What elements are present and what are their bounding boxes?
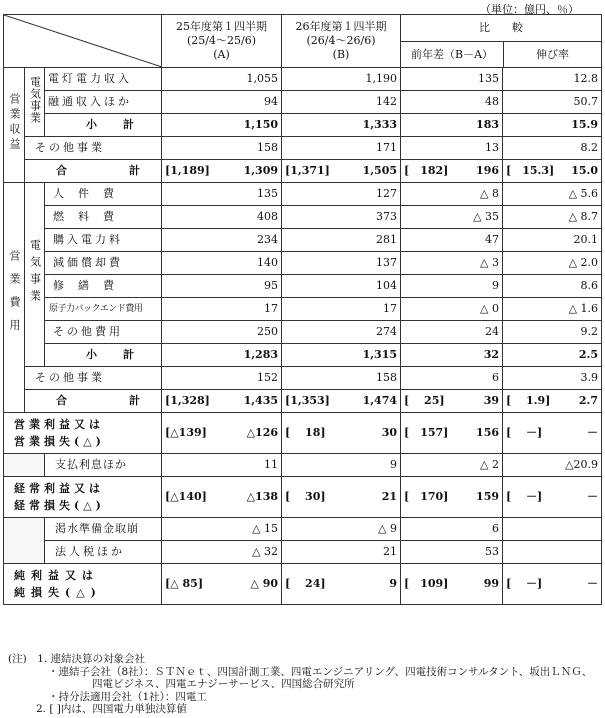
note-line: 四電ビジネス、四電エナジーサービス、四国総合研究所 xyxy=(92,678,355,690)
rate-header: 伸び率 xyxy=(536,48,570,61)
row-label: 経常利益又は 経常損失(△) xyxy=(4,477,162,518)
cell-rate xyxy=(503,541,602,564)
cell-a: 1,150 xyxy=(162,114,282,137)
cell-b: [ 18] 30 xyxy=(282,413,401,454)
table-row xyxy=(4,454,602,477)
cell-diff: 6 xyxy=(401,367,503,390)
cell-diff: [ 25] 39 xyxy=(401,390,503,413)
table-row xyxy=(4,344,602,367)
table-row xyxy=(4,160,602,183)
cell-rate: [ －] － xyxy=(503,413,602,454)
cell-a: 140 xyxy=(162,252,282,275)
row-label: 支払利息ほか xyxy=(45,454,162,477)
cell-b: 1,333 xyxy=(282,114,401,137)
diagonal-line xyxy=(4,15,162,67)
note-line: (注) 1. 連結決算の対象会社 xyxy=(8,653,146,665)
col-a-mark: (A) xyxy=(213,48,230,61)
financial-table xyxy=(3,14,602,605)
cell-rate: △ 1.6 xyxy=(503,298,602,321)
cell-diff: 32 xyxy=(401,344,503,367)
blank-cell xyxy=(4,518,45,564)
cell-a: 1,283 xyxy=(162,344,282,367)
cell-diff: △ 3 xyxy=(401,252,503,275)
cell-b: 1,315 xyxy=(282,344,401,367)
row-label: その他事業 xyxy=(25,367,162,390)
table-row xyxy=(4,477,602,518)
cell-a: 95 xyxy=(162,275,282,298)
cell-b: 104 xyxy=(282,275,401,298)
cell-b: [ 24] 9 xyxy=(282,564,401,605)
header-corner-cell xyxy=(4,15,162,68)
cell-rate: △ 8.7 xyxy=(503,206,602,229)
col-a-title: 25年度第１四半期 xyxy=(176,20,268,33)
cell-b: 281 xyxy=(282,229,401,252)
row-label: 減価償却費 xyxy=(45,252,162,275)
cell-a: 1,055 xyxy=(162,68,282,91)
cell-diff: △ 2 xyxy=(401,454,503,477)
cell-diff: [ 109] 99 xyxy=(401,564,503,605)
cell-a: 94 xyxy=(162,91,282,114)
row-label: 原子力バックエンド費用 xyxy=(45,298,162,321)
table-row xyxy=(4,68,602,91)
section-label-eigyo-shueki: 営業収益 xyxy=(4,68,25,183)
cell-rate: 3.9 xyxy=(503,367,602,390)
row-label: 修繕費 xyxy=(45,275,162,298)
row-label: 合 計 xyxy=(25,390,162,413)
cell-b: 142 xyxy=(282,91,401,114)
compare-header xyxy=(401,15,602,68)
cell-diff: 135 xyxy=(401,68,503,91)
note-line: ・連結子会社（8社）：ＳＴＮｅｔ、四国計測工業、四電エンジニアリング、四電技術コンサルタント、坂出ＬＮＧ、 xyxy=(48,665,593,678)
cell-a: △ 32 xyxy=(162,541,282,564)
cell-rate: △ 2.0 xyxy=(503,252,602,275)
table-row xyxy=(4,229,602,252)
cell-a: 135 xyxy=(162,183,282,206)
cell-rate: △20.9 xyxy=(503,454,602,477)
cell-a: 11 xyxy=(162,454,282,477)
cell-diff: △ 8 xyxy=(401,183,503,206)
cell-a: [△139] △126 xyxy=(162,413,282,454)
col-b-period: (26/4～26/6) xyxy=(306,34,376,47)
section-label-denki-jigyo: 電気事業 xyxy=(25,183,45,367)
cell-rate: 8.6 xyxy=(503,275,602,298)
cell-b: [1,353] 1,474 xyxy=(282,390,401,413)
cell-a: [1,328] 1,435 xyxy=(162,390,282,413)
row-label: 小 計 xyxy=(45,114,162,137)
cell-diff: 53 xyxy=(401,541,503,564)
cell-b: 137 xyxy=(282,252,401,275)
cell-a: [△ 85] △ 90 xyxy=(162,564,282,605)
table-row xyxy=(4,413,602,454)
cell-a: 408 xyxy=(162,206,282,229)
cell-a: 250 xyxy=(162,321,282,344)
col-a-period: (25/4～25/6) xyxy=(187,34,257,47)
cell-b: 127 xyxy=(282,183,401,206)
cell-diff: [ 157] 156 xyxy=(401,413,503,454)
table-row xyxy=(4,206,602,229)
unit-note: （単位：億円、％） xyxy=(480,3,579,16)
row-label: 合 計 xyxy=(25,160,162,183)
cell-b: 1,190 xyxy=(282,68,401,91)
row-label: 渇水準備金取崩 xyxy=(45,518,162,541)
table-row xyxy=(4,367,602,390)
cell-b: 274 xyxy=(282,321,401,344)
cell-diff: [ 182] 196 xyxy=(401,160,503,183)
table-row xyxy=(4,298,602,321)
diff-header: 前年差（B－A） xyxy=(401,42,504,67)
row-label: その他費用 xyxy=(45,321,162,344)
row-label: 人件費 xyxy=(45,183,162,206)
table-row xyxy=(4,541,602,564)
table-row xyxy=(4,321,602,344)
cell-rate xyxy=(503,518,602,541)
table-row xyxy=(4,518,602,541)
row-label: 融通収入ほか xyxy=(45,91,162,114)
section-label-eigyo-hiyo: 営業費用 xyxy=(4,183,25,413)
cell-a: 152 xyxy=(162,367,282,390)
table-row xyxy=(4,114,602,137)
cell-rate: 8.2 xyxy=(503,137,602,160)
section-label-denki-jigyo: 電気事業 xyxy=(25,68,45,137)
cell-b: 171 xyxy=(282,137,401,160)
cell-diff: [ 170] 159 xyxy=(401,477,503,518)
compare-title: 比 較 xyxy=(401,15,601,42)
row-label: 小 計 xyxy=(45,344,162,367)
row-label: 電灯電力収入 xyxy=(45,68,162,91)
cell-b: 158 xyxy=(282,367,401,390)
cell-diff: 9 xyxy=(401,275,503,298)
cell-diff: 47 xyxy=(401,229,503,252)
row-label: 純利益又は 純損失(△) xyxy=(4,564,162,605)
cell-diff: △ 0 xyxy=(401,298,503,321)
cell-diff: 6 xyxy=(401,518,503,541)
table-row xyxy=(4,252,602,275)
cell-b: 21 xyxy=(282,541,401,564)
cell-diff: 13 xyxy=(401,137,503,160)
note-line: ・持分法適用会社（1社）：四電工 xyxy=(48,690,207,703)
col-b-mark: (B) xyxy=(332,48,350,61)
cell-rate: 9.2 xyxy=(503,321,602,344)
table-row xyxy=(4,183,602,206)
col-b-header xyxy=(282,15,401,68)
cell-a: 234 xyxy=(162,229,282,252)
cell-rate: [ 15.3] 15.0 xyxy=(503,160,602,183)
table-row xyxy=(4,390,602,413)
col-b-title: 26年度第１四半期 xyxy=(295,20,387,33)
cell-a: 17 xyxy=(162,298,282,321)
row-label: 法人税ほか xyxy=(45,541,162,564)
cell-a: △ 15 xyxy=(162,518,282,541)
cell-b: 17 xyxy=(282,298,401,321)
cell-rate: 2.5 xyxy=(503,344,602,367)
cell-diff: 183 xyxy=(401,114,503,137)
cell-rate: △ 5.6 xyxy=(503,183,602,206)
note-line: 2. [ ]内は、四国電力単独決算値 xyxy=(36,703,187,715)
cell-b: 373 xyxy=(282,206,401,229)
cell-a: 158 xyxy=(162,137,282,160)
table-row xyxy=(4,275,602,298)
cell-a: [1,189] 1,309 xyxy=(162,160,282,183)
header-row xyxy=(4,15,602,68)
table-row xyxy=(4,564,602,605)
cell-b: △ 9 xyxy=(282,518,401,541)
cell-b: [1,371] 1,505 xyxy=(282,160,401,183)
cell-a: [△140] △138 xyxy=(162,477,282,518)
footnotes xyxy=(8,653,598,716)
row-label: 営業利益又は 営業損失(△) xyxy=(4,413,162,454)
col-a-header xyxy=(162,15,282,68)
cell-diff: △ 35 xyxy=(401,206,503,229)
row-label: 購入電力料 xyxy=(45,229,162,252)
cell-rate: [ －] － xyxy=(503,477,602,518)
table-row xyxy=(4,91,602,114)
row-label: 燃料費 xyxy=(45,206,162,229)
cell-rate: [ －] － xyxy=(503,564,602,605)
cell-b: [ 30] 21 xyxy=(282,477,401,518)
row-label: その他事業 xyxy=(25,137,162,160)
cell-diff: 48 xyxy=(401,91,503,114)
cell-rate: 12.8 xyxy=(503,68,602,91)
cell-b: 9 xyxy=(282,454,401,477)
cell-rate: 50.7 xyxy=(503,91,602,114)
blank-cell xyxy=(4,454,45,477)
table-row xyxy=(4,137,602,160)
cell-diff: 24 xyxy=(401,321,503,344)
cell-rate: [ 1.9] 2.7 xyxy=(503,390,602,413)
cell-rate: 15.9 xyxy=(503,114,602,137)
cell-rate: 20.1 xyxy=(503,229,602,252)
